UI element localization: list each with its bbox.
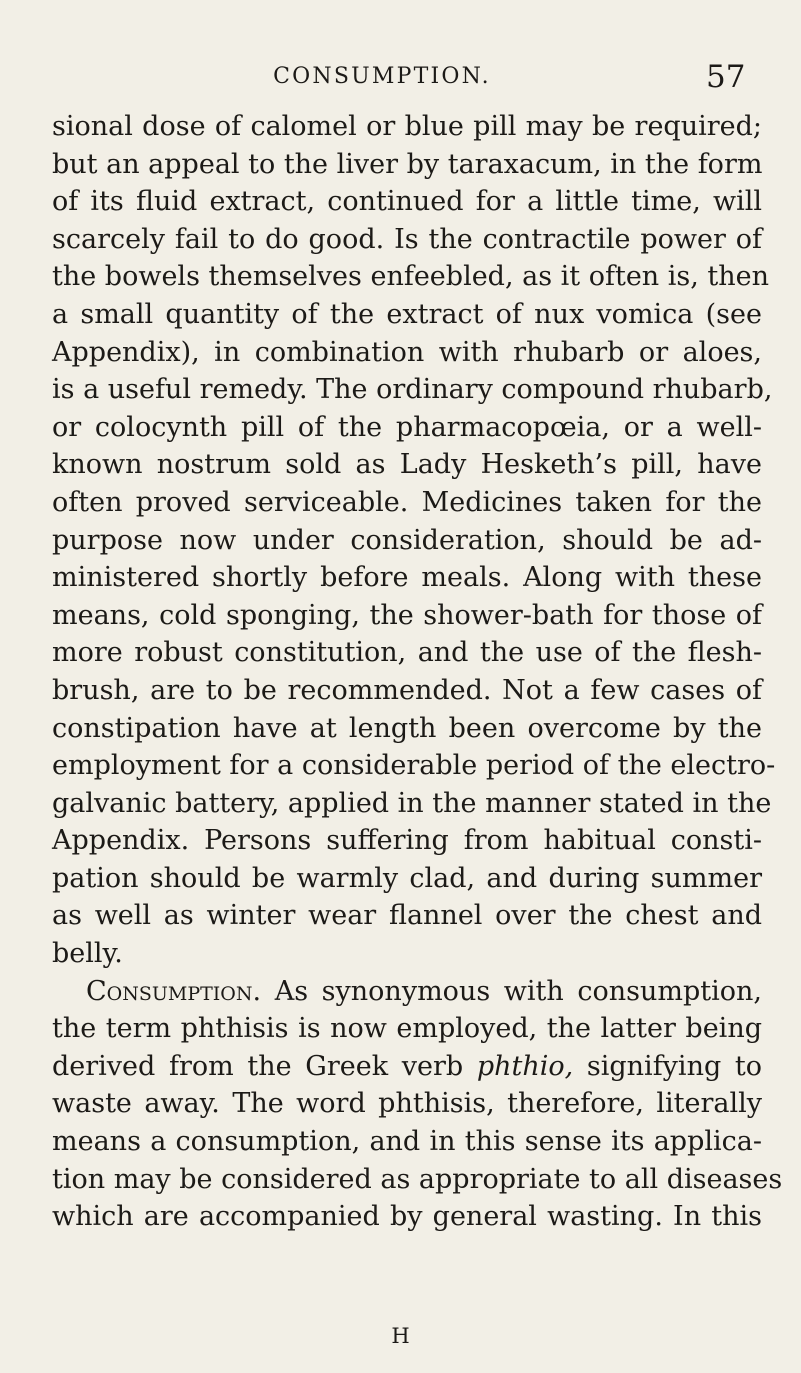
italic-term: phthio, [476, 1050, 574, 1082]
text-line: ministered shortly before meals. Along with these [52, 562, 762, 594]
text-line: as well as winter wear flannel over the chest and [52, 900, 762, 932]
text-segment: signifying to [586, 1050, 763, 1082]
text-line: galvanic battery, applied in the manner stated in the [52, 787, 772, 819]
section-heading: Consumption. [86, 975, 262, 1007]
text-line: purpose now under consideration, should be ad- [52, 524, 762, 556]
text-line: means, cold sponging, the shower-bath for those of [52, 599, 762, 631]
text-segment: derived from the Greek verb [52, 1050, 464, 1082]
text-line: but an appeal to the liver by taraxacum, in the form [52, 148, 763, 180]
text-line: pation should be warmly clad, and during summer [52, 862, 762, 894]
text-line: brush, are to be recommended. Not a few cases of [52, 674, 762, 706]
text-line: means a consumption, and in this sense its applica- [52, 1126, 762, 1158]
text-line: which are accompanied by general wasting. In this [52, 1201, 762, 1233]
text-line: tion may be considered as appropriate to all diseases [52, 1163, 783, 1195]
section-first-line [52, 973, 762, 1011]
text-line: waste away. The word phthisis, therefore, literally [52, 1088, 762, 1120]
section-first-line-text: As synonymous with consumption, [274, 975, 762, 1007]
text-line: Appendix. Persons suffering from habitual consti- [52, 825, 762, 857]
running-header-title: CONSUMPTION. [273, 64, 491, 89]
running-header [0, 59, 801, 102]
text-line: known nostrum sold as Lady Hesketh’s pill, have [52, 449, 762, 481]
text-line: of its fluid extract, continued for a little time, will [52, 186, 762, 218]
text-line: the bowels themselves enfeebled, as it often is, then [52, 261, 770, 293]
text-line: sional dose of calomel or blue pill may be required; [52, 111, 762, 142]
text-line: often proved serviceable. Medicines taken for the [52, 486, 762, 518]
text-line: is a useful remedy. The ordinary compound rhubarb, [52, 374, 773, 406]
body-text [52, 108, 783, 1236]
text-line: scarcely fail to do good. Is the contractile power of [52, 223, 762, 255]
text-line: or colocynth pill of the pharmacopœia, or a well- [52, 411, 762, 443]
text-line: more robust constitution, and the use of the flesh- [52, 637, 762, 669]
signature-mark: H [391, 1324, 410, 1348]
text-line: Appendix), in combination with rhubarb or aloes, [52, 336, 762, 368]
text-line-with-italic [52, 1048, 762, 1086]
text-line: belly. [52, 938, 123, 970]
text-line: the term phthisis is now employed, the latter being [52, 1013, 762, 1045]
text-line: a small quantity of the extract of nux vomica (see [52, 298, 762, 330]
text-line: constipation have at length been overcome by the [52, 712, 762, 744]
page-number: 57 [706, 59, 746, 95]
text-line: employment for a considerable period of the electro- [52, 750, 776, 782]
